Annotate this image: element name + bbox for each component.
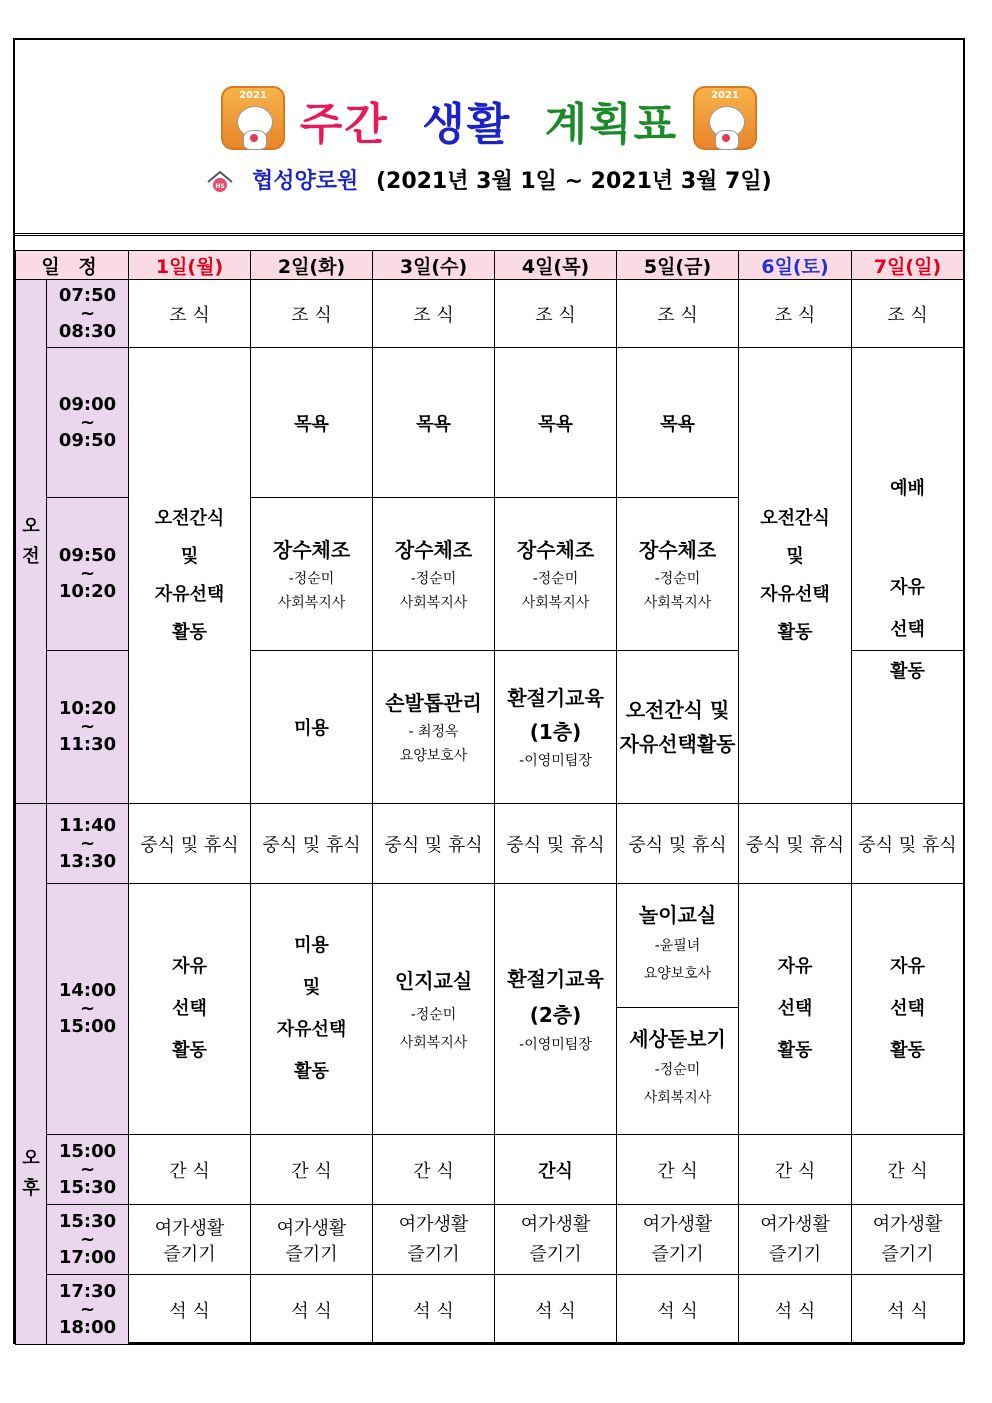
time-0750: 07:50 ~ 08:30 xyxy=(47,280,129,348)
facility-name: 협성양로원 xyxy=(252,169,359,194)
row-dinner xyxy=(16,1275,964,1345)
mon-dinner: 석 식 xyxy=(129,1275,251,1345)
wed-hand-foot-care: 손발톱관리 - 최정옥 요양보호사 xyxy=(373,651,495,804)
sun-worship: 예배 xyxy=(852,348,964,651)
mon-am-free: 오전간식 및 자유선택 활동 xyxy=(129,348,251,804)
sun-lunch: 중식 및 휴식 xyxy=(852,804,964,884)
thu-env-edu-1f: 환절기교육 (1층) -이영미팀장 xyxy=(495,651,617,804)
wed-exercise: 장수체조 -정순미 사회복지사 xyxy=(373,498,495,651)
wed-cognitive: 인지교실 -정순미 사회복지사 xyxy=(373,884,495,1135)
wed-leisure: 여가생활 즐기기 xyxy=(373,1205,495,1275)
fri-world-class: 세상돋보기 -정순미 사회복지사 xyxy=(629,1027,726,1106)
fri-lunch: 중식 및 휴식 xyxy=(617,804,739,884)
day-fri: 5일(금) xyxy=(617,251,739,280)
time-1500: 15:00 ~ 15:30 xyxy=(47,1135,129,1205)
sat-lunch: 중식 및 휴식 xyxy=(739,804,852,884)
fri-pm xyxy=(617,884,739,1135)
ox-mascot-logo-left: 2021 xyxy=(221,86,285,150)
time-1140: 11:40 ~ 13:30 xyxy=(47,804,129,884)
sat-dinner: 석 식 xyxy=(739,1275,852,1345)
svg-text:HS: HS xyxy=(215,183,226,190)
wed-breakfast: 조 식 xyxy=(373,280,495,348)
mon-snack: 간 식 xyxy=(129,1135,251,1205)
time-1530: 15:30 ~ 17:00 xyxy=(47,1205,129,1275)
page-title: 주간 생활 계획표 xyxy=(299,99,679,150)
day-wed: 3일(수) xyxy=(373,251,495,280)
thu-bath: 목욕 xyxy=(495,348,617,498)
time-0900: 09:00 ~ 09:50 xyxy=(47,348,129,498)
wed-dinner: 석 식 xyxy=(373,1275,495,1345)
row-lunch xyxy=(16,804,964,884)
fri-exercise: 장수체조 -정순미 사회복지사 xyxy=(617,498,739,651)
day-tue: 2일(화) xyxy=(251,251,373,280)
tue-dinner: 석 식 xyxy=(251,1275,373,1345)
mon-breakfast: 조 식 xyxy=(129,280,251,348)
sun-free: 자유 선택 활동 xyxy=(852,651,964,804)
home-heart-icon xyxy=(206,170,234,194)
ox-mascot-logo-right: 2021 xyxy=(693,86,757,150)
sat-am-free: 오전간식 및 자유선택 활동 xyxy=(739,348,852,804)
thu-dinner: 석 식 xyxy=(495,1275,617,1345)
thu-env-edu-2f: 환절기교육 (2층) -이영미팀장 xyxy=(495,884,617,1135)
header xyxy=(15,40,963,236)
fri-dinner: 석 식 xyxy=(617,1275,739,1345)
mon-lunch: 중식 및 휴식 xyxy=(129,804,251,884)
wed-snack: 간 식 xyxy=(373,1135,495,1205)
thu-snack: 간식 xyxy=(495,1135,617,1205)
mon-leisure: 여가생활 즐기기 xyxy=(129,1205,251,1275)
tue-beauty-free: 미용 및 자유선택 활동 xyxy=(251,884,373,1135)
corner-label: 일 정 xyxy=(16,251,129,280)
wed-bath: 목욕 xyxy=(373,348,495,498)
sun-snack: 간 식 xyxy=(852,1135,964,1205)
row-leisure xyxy=(16,1205,964,1275)
fri-bath: 목욕 xyxy=(617,348,739,498)
mon-free: 자유 선택 활동 xyxy=(129,884,251,1135)
time-0950: 09:50 ~ 10:20 xyxy=(47,498,129,651)
sat-snack: 간 식 xyxy=(739,1135,852,1205)
sat-breakfast: 조 식 xyxy=(739,280,852,348)
subtitle xyxy=(15,164,963,195)
day-sun: 7일(일) xyxy=(852,251,964,280)
tue-leisure: 여가생활 즐기기 xyxy=(251,1205,373,1275)
sat-free: 자유 선택 활동 xyxy=(739,884,852,1135)
thu-lunch: 중식 및 휴식 xyxy=(495,804,617,884)
thu-breakfast: 조 식 xyxy=(495,280,617,348)
row-breakfast xyxy=(16,280,964,348)
tue-beauty: 미용 xyxy=(251,651,373,804)
tue-exercise: 장수체조 -정순미 사회복지사 xyxy=(251,498,373,651)
tue-breakfast: 조 식 xyxy=(251,280,373,348)
fri-breakfast: 조 식 xyxy=(617,280,739,348)
row-1400 xyxy=(16,884,964,1135)
header-row xyxy=(16,251,964,280)
period: (2021년 3월 1일 ~ 2021년 3월 7일) xyxy=(375,169,772,194)
fri-play-class: 놀이교실 -윤필녀 요양보호사 xyxy=(617,884,738,1008)
day-sat: 6일(토) xyxy=(739,251,852,280)
thu-exercise: 장수체조 -정순미 사회복지사 xyxy=(495,498,617,651)
time-1730: 17:30 ~ 18:00 xyxy=(47,1275,129,1345)
fri-snack: 간 식 xyxy=(617,1135,739,1205)
time-1020: 10:20 ~ 11:30 xyxy=(47,651,129,804)
row-snack xyxy=(16,1135,964,1205)
sun-breakfast: 조 식 xyxy=(852,280,964,348)
time-1400: 14:00 ~ 15:00 xyxy=(47,884,129,1135)
am-label: 오전 xyxy=(16,280,47,804)
tue-lunch: 중식 및 휴식 xyxy=(251,804,373,884)
schedule-table xyxy=(15,250,964,1345)
sat-leisure: 여가생활 즐기기 xyxy=(739,1205,852,1275)
sun-pm-free: 자유 선택 활동 xyxy=(852,884,964,1135)
pm-label: 오후 xyxy=(16,804,47,1345)
row-0900 xyxy=(16,348,964,498)
day-thu: 4일(목) xyxy=(495,251,617,280)
sun-leisure: 여가생활 즐기기 xyxy=(852,1205,964,1275)
thu-leisure: 여가생활 즐기기 xyxy=(495,1205,617,1275)
wed-lunch: 중식 및 휴식 xyxy=(373,804,495,884)
tue-bath: 목욕 xyxy=(251,348,373,498)
fri-leisure: 여가생활 즐기기 xyxy=(617,1205,739,1275)
sun-dinner: 석 식 xyxy=(852,1275,964,1345)
tue-snack: 간 식 xyxy=(251,1135,373,1205)
fri-am-free: 오전간식 및 자유선택활동 xyxy=(617,651,739,804)
day-mon: 1일(월) xyxy=(129,251,251,280)
